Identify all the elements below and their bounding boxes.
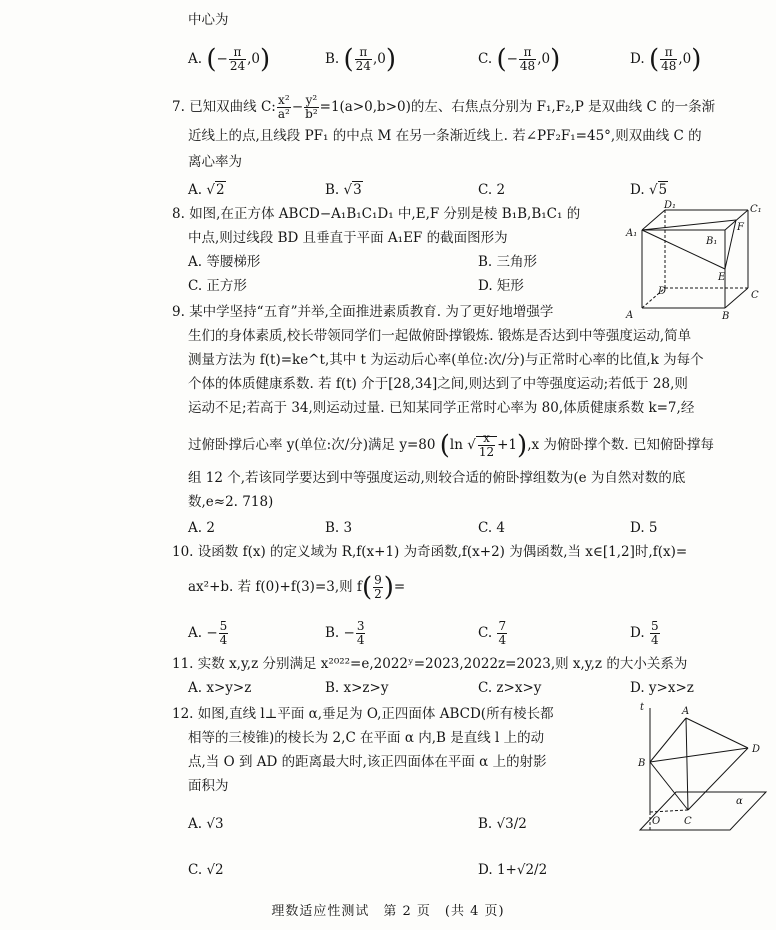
q9-option-a: A. 2	[188, 520, 215, 536]
cube-label-a: A	[626, 310, 634, 320]
q7-option-c: C. 2	[478, 182, 506, 198]
segment-f-e	[725, 220, 736, 269]
edge-a-c	[686, 718, 688, 810]
q12-line3: 点,当 O 到 AD 的距离最大时,该正四面体在平面 α 上的射影	[188, 754, 547, 770]
segment-o-c	[650, 810, 688, 812]
cube-label-d1: D₁	[664, 200, 677, 211]
cube-label-b: B	[722, 311, 730, 320]
q8-cube-figure	[620, 198, 770, 320]
page-footer: 理数适应性测试 第 2 页 (共 4 页)	[271, 904, 505, 919]
q12-option-d: D. 1+√2/2	[478, 862, 548, 878]
q9-line2: 生们的身体素质,校长带领同学们一起做俯卧撑锻炼. 锻炼是否达到中等强度运动,简单	[188, 328, 692, 344]
q8-option-a: A. 等腰梯形	[188, 254, 261, 270]
cube-label-e: E	[718, 272, 726, 283]
cube-label-d: D	[658, 286, 667, 297]
edge-a1-d1	[642, 210, 665, 230]
q9-option-d: D. 5	[630, 520, 658, 536]
edge-b-a	[650, 718, 686, 762]
fig12-label-t: t	[640, 702, 645, 713]
q8-option-d: D. 矩形	[478, 278, 524, 294]
q10-option-a: A. − $\frac{5}{4}$	[188, 619, 228, 647]
q9-line8: 数,e≈2. 718)	[188, 494, 274, 510]
q10-option-b: B. − $\frac{3}{4}$	[325, 619, 365, 647]
q9-line1: 9. 某中学坚持“五育”并举,全面推进素质教育. 为了更好地增强学	[172, 304, 554, 320]
q12-line2: 相等的三棱锥)的棱长为 2,C 在平面 α 内,B 是直线 l 上的动	[188, 730, 545, 746]
q12-option-a: A. √3	[188, 816, 224, 832]
q11-option-d: D. y>x>z	[630, 680, 694, 696]
q7-option-b: B. √3	[325, 182, 362, 198]
q8-option-c: C. 正方形	[188, 278, 247, 294]
edge-a-d	[686, 718, 748, 748]
fig12-label-alpha: α	[736, 796, 743, 807]
fig12-label-a: A	[682, 706, 690, 717]
q9-line3: 测量方法为 f(t)=ke^t,其中 t 为运动后心率(单位:次/分)与正常时心率的比值,k 为每个	[188, 352, 704, 368]
q12-tetrahedron-figure	[618, 700, 768, 840]
q6-option-d: D. ( $\frac{\pi}{48}$ ,0)	[630, 44, 702, 75]
edge-b-d	[650, 748, 748, 762]
q12-line4: 面积为	[188, 778, 229, 794]
q10-option-c: C. $\frac{7}{4}$	[478, 619, 507, 647]
cube-label-c1: C₁	[750, 204, 762, 215]
edge-b-c	[650, 762, 688, 810]
q7-line3: 离心率为	[188, 154, 242, 170]
q6-option-a: A. (− $\frac{\pi}{24}$ ,0)	[188, 44, 271, 75]
q10-line2: ax²+b. 若 f(0)+f(3)=3,则 f( $\frac{9}{2}$ )=	[188, 572, 406, 603]
q10-line1: 10. 设函数 f(x) 的定义域为 R,f(x+1) 为奇函数,f(x+2) 为偶函数,当 x∈[1,2]时,f(x)=	[172, 544, 688, 560]
q8-line1: 8. 如图,在正方体 ABCD−A₁B₁C₁D₁ 中,E,F 分别是棱 B₁B,B₁C₁ 的	[172, 206, 581, 222]
q6-option-b: B. ( $\frac{\pi}{24}$ ,0)	[325, 44, 396, 75]
q12-line1: 12. 如图,直线 l⊥平面 α,垂足为 O,正四面体 ABCD(所有棱长都	[172, 706, 554, 722]
q9-line5: 运动不足;若高于 34,则运动过量. 已知某同学正常时心率为 80,体质健康系数 k=7,经	[188, 400, 695, 416]
q7-line1: 7. 已知双曲线 C: $\frac{\text{x²}}{\text{a²}}$ − $\frac{\text{y²}}{\text{b²}}$ =1(a>0,b>0)的左、右焦点分别为 F₁,F₂,P 是双曲线 C 的一条渐	[172, 93, 716, 121]
q11-option-b: B. x>z>y	[325, 680, 389, 696]
cube-label-c: C	[751, 290, 759, 301]
q12-option-b: B. √3/2	[478, 816, 527, 832]
cube-label-b1: B₁	[706, 236, 718, 247]
fig12-label-c: C	[684, 816, 692, 827]
q8-option-b: B. 三角形	[478, 254, 538, 270]
fig12-label-b: B	[638, 758, 646, 769]
cube-label-f: F	[737, 222, 744, 233]
q7-option-d: D. √5	[630, 182, 668, 198]
q11-option-a: A. x>y>z	[188, 680, 252, 696]
fig12-label-d: D	[752, 744, 761, 755]
q7-option-a: A. √2	[188, 182, 225, 198]
fig12-label-o: O	[652, 816, 661, 827]
segment-a1-f	[642, 220, 736, 230]
q12-option-c: C. √2	[188, 862, 224, 878]
edge-b-c	[725, 288, 748, 308]
q9-line7: 组 12 个,若该同学要达到中等强度运动,则较合适的俯卧撑组数为(e 为自然对数的底	[188, 470, 686, 486]
q11-option-c: C. z>x>y	[478, 680, 542, 696]
q7-line2: 近线上的点,且线段 PF₁ 的中点 M 在另一条渐近线上. 若∠PF₂F₁=45°,则双曲线 C 的	[188, 128, 702, 144]
q9-option-c: C. 4	[478, 520, 506, 536]
cube-label-a1: A₁	[626, 228, 638, 239]
q8-line2: 中点,则过线段 BD 且垂直于平面 A₁EF 的截面图形为	[188, 230, 508, 246]
q9-line6: 过俯卧撑后心率 y(单位:次/分)满足 y=80 (ln √ $\frac{x}{12}$ +1),x 为俯卧撑个数. 已知俯卧撑每	[188, 430, 714, 461]
q11-line1: 11. 实数 x,y,z 分别满足 x²⁰²²=e,2022ʸ=2023,2022z=2023,则 x,y,z 的大小关系为	[172, 656, 688, 672]
q9-option-b: B. 3	[325, 520, 353, 536]
q6-tail-text: 中心为	[188, 12, 229, 28]
q6-option-c: C. (− $\frac{\pi}{48}$ ,0)	[478, 44, 561, 75]
q10-option-d: D. $\frac{5}{4}$	[630, 619, 659, 647]
q9-line4: 个体的体质健康系数. 若 f(t) 介于[28,34]之间,则达到了中等强度运动;若低于 28,则	[188, 376, 688, 392]
